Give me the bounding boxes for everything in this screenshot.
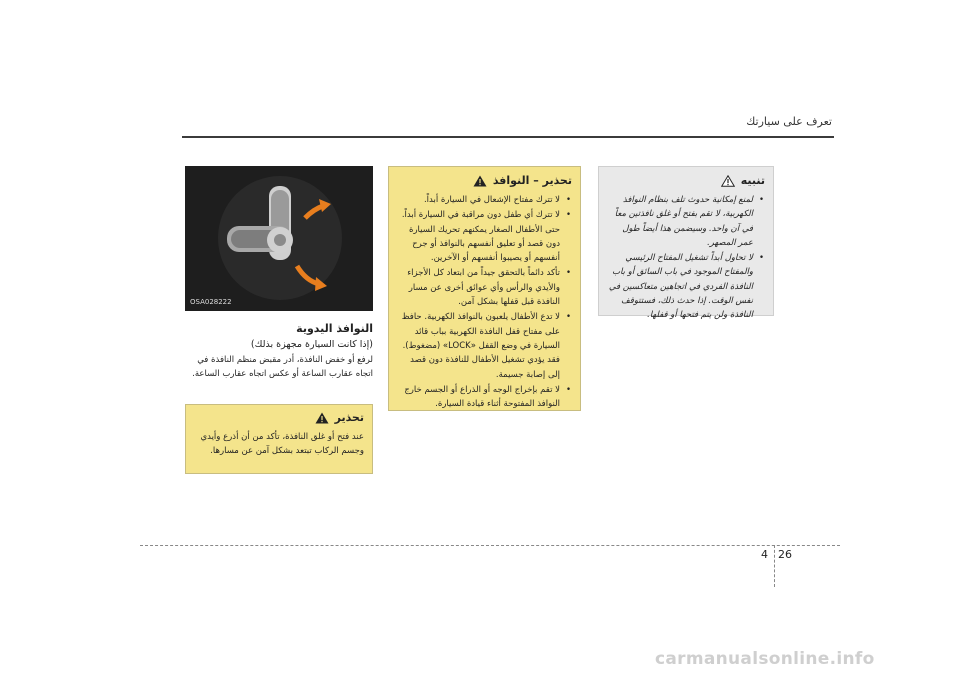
caution-item: • لا تحاول أبداً تشغيل المفتاح الرئيسي والمفتاح الموجود في باب السائق أو باب النافذة الفردي في اتجاهين متعاكسين في نفس الوقت. إذا حدث ذلك، فستتوقف النافذة ولن يتم فتحها أو قفلها. <box>607 251 765 322</box>
warning-windows-title-row <box>397 174 572 187</box>
header-rule <box>182 136 834 138</box>
warning-item: • لا تقم بإخراج الوجه أو الذراع أو الجسم خارج النوافذ المفتوحة أثناء قيادة السيارة. <box>397 383 572 412</box>
caution-title-row <box>607 174 765 187</box>
warning-windows-title: تحذير – النوافذ <box>492 174 572 187</box>
section-title: النوافذ اليدوية <box>296 322 373 335</box>
header-title: تعرف على سيارتك <box>746 115 832 128</box>
window-crank-figure <box>185 166 373 311</box>
footer-divider <box>774 545 775 587</box>
warning-small-body: عند فتح أو غلق النافذة، تأكد من أن أذرع وأيدي وجسم الركاب تبتعد بشكل آمن عن مسارها. <box>200 432 364 456</box>
figure-code: OSA028222 <box>190 298 232 306</box>
caution-title: تنبيه <box>740 174 765 187</box>
warning-windows-list <box>397 193 572 411</box>
warning-item: • لا تترك أي طفل دون مراقبة في السيارة أبداً. حتى الأطفال الصغار يمكنهم تحريك السيارة دون قصد أو تعليق أنفسهم بالنوافذ أو جرح أنفسهم أو يصيبوا أنفسهم أو الآخرين. <box>397 208 572 265</box>
warning-item: • لا تترك مفتاح الإشعال في السيارة أبداً. <box>397 193 572 207</box>
warning-windows-box <box>388 166 581 411</box>
page-number: 26 <box>778 548 792 561</box>
warning-item: • لا تدع الأطفال يلعبون بالنوافذ الكهربية. حافظ على مفتاح قفل النافذة الكهربية بباب قائد السيارة في وضع القفل «LOCK» (مضغوط). فقد يؤدي تشغيل الأطفال للنافذة دون قصد إلى إصابة جسيمة. <box>397 310 572 381</box>
caution-list <box>607 193 765 323</box>
watermark: carmanualsonline.info <box>655 649 875 669</box>
chapter-number: 4 <box>761 548 768 561</box>
footer-rule <box>140 545 840 546</box>
section-body: لرفع أو خفض النافذة، أدر مقبض منظم النافذة في اتجاه عقارب الساعة أو عكس اتجاه عقارب الساعة. <box>192 355 373 379</box>
caution-triangle-icon <box>721 175 735 187</box>
warning-item: • تأكد دائماً بالتحقق جيداً من ابتعاد كل الأجزاء والأيدي والرأس وأي عوائق أخرى عن مسار النافذة قبل قفلها بشكل آمن. <box>397 266 572 309</box>
manual-windows-section <box>185 322 373 381</box>
warning-small-title-row <box>194 411 364 424</box>
caution-item: • لمنع إمكانية حدوث تلف بنظام النوافذ الكهربية، لا تقم بفتح أو غلق نافذتين معاً في آن واحد. وسيضمن هذا أيضاً طول عمر المصهر. <box>607 193 765 250</box>
warning-small-title: تحذير <box>334 411 364 424</box>
warning-triangle-icon <box>473 175 487 187</box>
warning-triangle-icon <box>315 412 329 424</box>
warning-small-box <box>185 404 373 474</box>
caution-box <box>598 166 774 321</box>
window-crank-handle-icon <box>185 166 373 311</box>
section-subtitle: (إذا كانت السيارة مجهزة بذلك) <box>250 339 373 350</box>
